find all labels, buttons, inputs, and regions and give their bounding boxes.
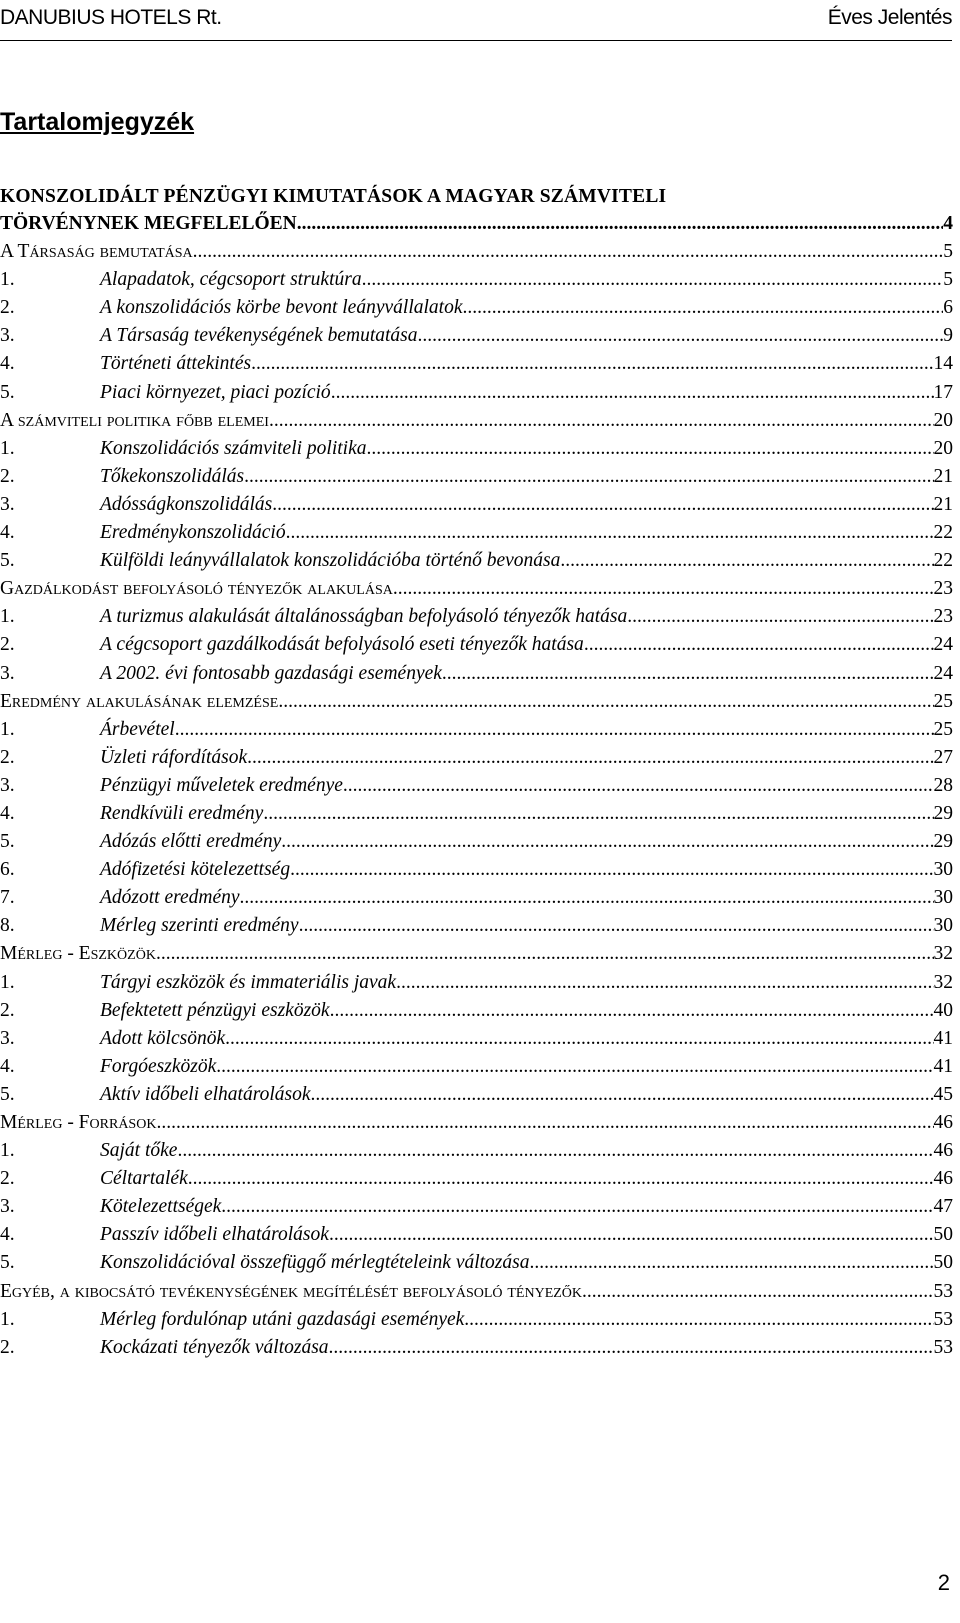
toc-subsection-entry[interactable]	[0, 294, 953, 322]
toc-entry-number: 3.	[0, 1196, 15, 1218]
toc-entry-number: 4.	[0, 522, 15, 544]
toc-entry-number: 1.	[0, 1308, 15, 1330]
toc-leader-dots	[175, 716, 934, 744]
toc-leader-dots	[177, 1137, 933, 1165]
toc-entry-page: 47	[933, 1196, 953, 1218]
toc-leader-dots	[310, 1081, 933, 1109]
toc-entry-title: Egyéb, a kibocsátó tevékenységének megítélését befolyásoló tényezők	[0, 1280, 583, 1302]
toc-entry-page: 24	[933, 634, 953, 656]
toc-entry-number: 1.	[0, 1140, 15, 1162]
toc-entry-title: Forgóeszközök	[100, 1055, 217, 1077]
toc-entry-title: Rendkívüli eredmény	[100, 802, 264, 824]
toc-entry-title: Tárgyi eszközök és immateriális javak	[100, 971, 397, 993]
toc-subsection-entry[interactable]	[0, 1249, 953, 1277]
toc-section-entry[interactable]	[0, 1278, 953, 1306]
toc-entry-title: Konszolidációval összefüggő mérlegtételeink változása	[100, 1252, 530, 1274]
toc-entry-title: TÖRVÉNYNEK MEGFELELŐEN	[0, 213, 297, 234]
toc-entry-title: Céltartalék	[100, 1168, 188, 1190]
toc-entry-title: Piaci környezet, piaci pozíció	[100, 381, 331, 403]
toc-entry-page: 30	[933, 859, 953, 881]
toc-leader-dots	[330, 997, 934, 1025]
toc-subsection-entry[interactable]	[0, 1334, 953, 1362]
toc-leader-dots	[329, 1221, 934, 1249]
toc-entry-title: Történeti áttekintés	[100, 353, 252, 375]
toc-entry-number: 5.	[0, 1252, 15, 1274]
toc-entry-number: 3.	[0, 325, 15, 347]
toc-entry-number: 2.	[0, 999, 15, 1021]
toc-leader-dots	[627, 603, 933, 631]
toc-leader-dots	[560, 547, 933, 575]
toc-entry-number: 2.	[0, 1168, 15, 1190]
toc-subsection-entry[interactable]	[0, 519, 953, 547]
toc-leader-dots	[269, 407, 934, 435]
toc-leader-dots	[584, 631, 934, 659]
toc-leader-dots	[367, 435, 934, 463]
toc-subsection-entry[interactable]	[0, 772, 953, 800]
toc-leader-dots	[299, 912, 934, 940]
toc-major-heading-line2[interactable]	[0, 210, 953, 238]
toc-entry-number: 4.	[0, 353, 15, 375]
toc-entry-page: 29	[933, 802, 953, 824]
toc-entry-title: A konszolidációs körbe bevont leányvállalatok	[100, 297, 463, 319]
toc-subsection-entry[interactable]	[0, 744, 953, 772]
toc-leader-dots	[247, 744, 933, 772]
toc-entry-title: Pénzügyi műveletek eredménye	[100, 774, 343, 796]
page-header	[0, 6, 960, 36]
toc-leader-dots	[216, 1053, 933, 1081]
toc-leader-dots	[225, 1025, 933, 1053]
table-of-contents	[0, 182, 953, 1362]
toc-entry-title: Mérleg fordulónap utáni gazdasági események	[100, 1308, 465, 1330]
toc-entry-title: Tőkekonszolidálás	[100, 465, 245, 487]
toc-entry-number: 3.	[0, 493, 15, 515]
toc-leader-dots	[156, 1109, 933, 1137]
toc-leader-dots	[442, 660, 934, 688]
toc-entry-number: 2.	[0, 465, 15, 487]
toc-entry-page: 6	[943, 297, 953, 319]
toc-entry-page: 46	[933, 1112, 953, 1133]
toc-entry-title: Alapadatok, cégcsoport struktúra	[100, 269, 362, 291]
toc-leader-dots	[343, 772, 934, 800]
toc-entry-title: Gazdálkodást befolyásoló tényezők alakulása	[0, 578, 393, 600]
toc-section-entry[interactable]	[0, 1109, 953, 1137]
toc-entry-title: Aktív időbeli elhatárolások	[100, 1083, 311, 1105]
toc-entry-page: 29	[933, 831, 953, 853]
toc-subsection-entry[interactable]	[0, 1165, 953, 1193]
toc-subsection-entry[interactable]	[0, 969, 953, 997]
company-name: DANUBIUS HOTELS Rt.	[0, 6, 222, 29]
toc-entry-page: 53	[933, 1280, 953, 1302]
toc-entry-number: 1.	[0, 606, 15, 628]
toc-subsection-entry[interactable]	[0, 266, 953, 294]
toc-entry-page: 22	[933, 550, 953, 572]
toc-subsection-entry[interactable]	[0, 435, 953, 463]
toc-leader-dots	[331, 379, 934, 407]
toc-entry-number: 3.	[0, 774, 15, 796]
toc-leader-dots	[244, 463, 933, 491]
toc-leader-dots	[396, 969, 933, 997]
toc-entry-title: Mérleg - Források	[0, 1112, 157, 1133]
toc-entry-title: A Társaság tevékenységének bemutatása	[100, 325, 418, 347]
toc-entry-title: A cégcsoport gazdálkodását befolyásoló eseti tényezők hatása	[100, 634, 584, 656]
toc-entry-number: 5.	[0, 550, 15, 572]
toc-entry-page: 21	[933, 465, 953, 487]
toc-entry-title: Mérleg szerinti eredmény	[100, 915, 299, 937]
toc-entry-page: 21	[933, 493, 953, 515]
toc-section-entry[interactable]	[0, 575, 953, 603]
toc-entry-number: 7.	[0, 887, 15, 909]
toc-leader-dots	[193, 238, 944, 266]
toc-subsection-entry[interactable]	[0, 379, 953, 407]
toc-section-entry[interactable]	[0, 238, 953, 266]
page-number: 2	[937, 1570, 950, 1595]
toc-leader-dots	[240, 884, 934, 912]
toc-entry-page: 17	[933, 381, 953, 403]
toc-entry-title: Saját tőke	[100, 1140, 178, 1162]
toc-entry-page: 23	[933, 606, 953, 628]
toc-entry-title: Adósságkonszolidálás	[100, 493, 273, 515]
toc-subsection-entry[interactable]	[0, 1306, 953, 1334]
toc-leader-dots	[362, 266, 944, 294]
toc-leader-dots	[530, 1249, 934, 1277]
toc-entry-page: 20	[933, 437, 953, 459]
toc-leader-dots	[278, 688, 933, 716]
toc-entry-page: 50	[933, 1224, 953, 1246]
toc-entry-number: 3.	[0, 1027, 15, 1049]
toc-entry-title: A turizmus alakulását általánosságban befolyásoló tényezők hatása	[100, 606, 628, 628]
toc-entry-page: 9	[943, 325, 953, 347]
toc-entry-title: Üzleti ráfordítások	[100, 746, 248, 768]
toc-entry-page: 27	[933, 746, 953, 768]
toc-entry-title: Passzív időbeli elhatárolások	[100, 1224, 329, 1246]
toc-entry-page: 46	[933, 1140, 953, 1162]
toc-entry-number: 5.	[0, 831, 15, 853]
toc-subsection-entry[interactable]	[0, 800, 953, 828]
toc-entry-title: Adott kölcsönök	[100, 1027, 226, 1049]
toc-entry-title: Adózás előtti eredmény	[100, 831, 282, 853]
toc-entry-number: 5.	[0, 1083, 15, 1105]
toc-entry-page: 5	[943, 241, 953, 263]
toc-leader-dots	[393, 575, 934, 603]
toc-entry-title: Árbevétel	[100, 718, 175, 740]
toc-leader-dots	[582, 1278, 933, 1306]
toc-subsection-entry[interactable]	[0, 491, 953, 519]
toc-leader-dots	[251, 350, 933, 378]
toc-entry-number: 5.	[0, 381, 15, 403]
toc-entry-number: 4.	[0, 802, 15, 824]
toc-entry-title: Kötelezettségek	[100, 1196, 222, 1218]
toc-entry-title: Külföldi leányvállalatok konszolidációba történő bevonása	[100, 550, 561, 572]
toc-leader-dots	[290, 856, 933, 884]
toc-entry-number: 1.	[0, 269, 15, 291]
toc-entry-page: 4	[943, 213, 953, 234]
toc-subsection-entry[interactable]	[0, 547, 953, 575]
toc-subsection-entry[interactable]	[0, 1081, 953, 1109]
toc-entry-page: 46	[933, 1168, 953, 1190]
toc-entry-number: 4.	[0, 1055, 15, 1077]
toc-entry-page: 25	[933, 690, 953, 712]
toc-leader-dots	[221, 1193, 933, 1221]
toc-entries	[0, 238, 953, 1362]
toc-entry-title: Adófizetési kötelezettség	[100, 859, 291, 881]
toc-subsection-entry[interactable]	[0, 631, 953, 659]
toc-subsection-entry[interactable]	[0, 828, 953, 856]
toc-entry-page: 41	[933, 1027, 953, 1049]
toc-entry-page: 30	[933, 915, 953, 937]
toc-entry-title: Mérleg - Eszközök	[0, 943, 156, 965]
toc-entry-page: 25	[933, 718, 953, 740]
toc-entry-number: 8.	[0, 915, 15, 937]
toc-subsection-entry[interactable]	[0, 350, 953, 378]
toc-entry-page: 45	[933, 1083, 953, 1105]
toc-leader-dots	[329, 1334, 934, 1362]
toc-entry-number: 2.	[0, 634, 15, 656]
toc-entry-number: 1.	[0, 718, 15, 740]
toc-entry-title: A Társaság bemutatása	[0, 241, 193, 263]
toc-subsection-entry[interactable]	[0, 603, 953, 631]
toc-entry-title: Befektetett pénzügyi eszközök	[100, 999, 330, 1021]
toc-subsection-entry[interactable]	[0, 997, 953, 1025]
toc-subsection-entry[interactable]	[0, 1137, 953, 1165]
toc-subsection-entry[interactable]	[0, 856, 953, 884]
toc-entry-number: 2.	[0, 297, 15, 319]
toc-entry-title: Konszolidációs számviteli politika	[100, 437, 367, 459]
toc-leader-dots	[418, 322, 944, 350]
toc-entry-title: A 2002. évi fontosabb gazdasági események	[100, 662, 442, 684]
toc-entry-title: Adózott eredmény	[100, 887, 240, 909]
toc-section-entry[interactable]	[0, 407, 953, 435]
toc-subsection-entry[interactable]	[0, 716, 953, 744]
toc-entry-page: 40	[933, 999, 953, 1021]
toc-entry-page: 41	[933, 1055, 953, 1077]
toc-entry-page: 53	[933, 1308, 953, 1330]
toc-entry-page: 50	[933, 1252, 953, 1274]
toc-entry-page: 20	[933, 409, 953, 431]
toc-subsection-entry[interactable]	[0, 322, 953, 350]
toc-entry-page: 30	[933, 887, 953, 909]
toc-entry-number: 3.	[0, 662, 15, 684]
toc-entry-page: 32	[933, 971, 953, 993]
toc-subsection-entry[interactable]	[0, 660, 953, 688]
toc-entry-page: 28	[933, 774, 953, 796]
toc-entry-number: 2.	[0, 746, 15, 768]
toc-leader-dots	[263, 800, 933, 828]
toc-title: Tartalomjegyzék	[0, 108, 195, 136]
toc-entry-number: 1.	[0, 971, 15, 993]
toc-leader-dots	[297, 210, 944, 238]
toc-leader-dots	[464, 1306, 933, 1334]
toc-section-entry[interactable]	[0, 688, 953, 716]
toc-leader-dots	[462, 294, 943, 322]
toc-entry-title: Eredmény alakulásának elemzése	[0, 690, 279, 712]
toc-major-heading-line1: KONSZOLIDÁLT PÉNZÜGYI KIMUTATÁSOK A MAGYAR SZÁMVITELI	[0, 186, 667, 207]
toc-entry-page: 14	[933, 353, 953, 375]
toc-subsection-entry[interactable]	[0, 884, 953, 912]
toc-entry-page: 32	[933, 943, 953, 965]
toc-entry-page: 5	[943, 269, 953, 291]
toc-leader-dots	[281, 828, 933, 856]
toc-entry-title: Kockázati tényezők változása	[100, 1336, 329, 1358]
toc-subsection-entry[interactable]	[0, 1025, 953, 1053]
toc-entry-page: 53	[933, 1336, 953, 1358]
toc-entry-number: 4.	[0, 1224, 15, 1246]
toc-leader-dots	[156, 940, 934, 968]
toc-leader-dots	[188, 1165, 934, 1193]
toc-subsection-entry[interactable]	[0, 1221, 953, 1249]
toc-entry-page: 23	[933, 578, 953, 600]
toc-entry-number: 6.	[0, 859, 15, 881]
toc-entry-number: 2.	[0, 1336, 15, 1358]
toc-subsection-entry[interactable]	[0, 1053, 953, 1081]
toc-entry-title: A számviteli politika főbb elemei	[0, 409, 269, 431]
toc-leader-dots	[286, 519, 934, 547]
toc-leader-dots	[272, 491, 933, 519]
header-divider	[0, 40, 952, 41]
toc-entry-title: Eredménykonszolidáció	[100, 522, 286, 544]
report-type: Éves Jelentés	[827, 6, 952, 29]
toc-subsection-entry[interactable]	[0, 1193, 953, 1221]
toc-subsection-entry[interactable]	[0, 912, 953, 940]
toc-subsection-entry[interactable]	[0, 463, 953, 491]
toc-section-entry[interactable]	[0, 940, 953, 968]
toc-entry-number: 1.	[0, 437, 15, 459]
toc-entry-page: 24	[933, 662, 953, 684]
toc-entry-page: 22	[933, 522, 953, 544]
